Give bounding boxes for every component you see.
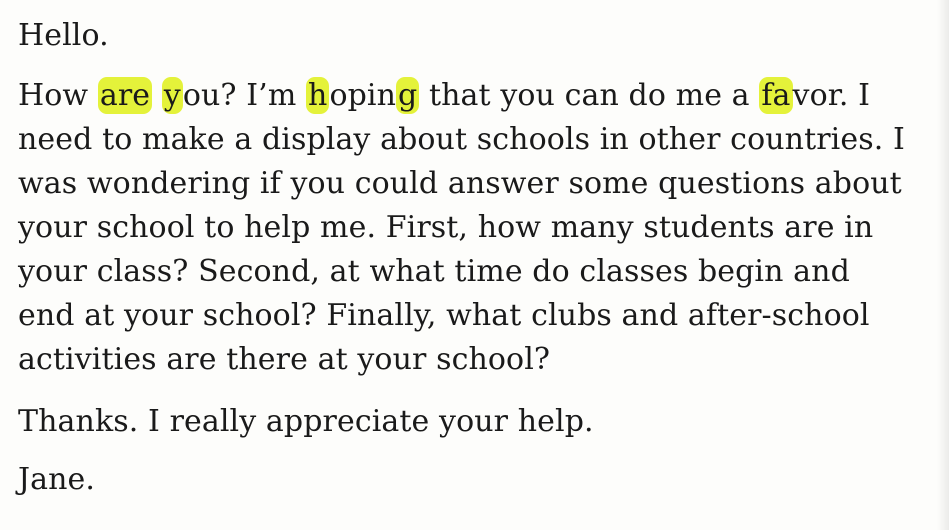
paragraph-thanks xyxy=(18,400,915,444)
main-text-segment-5: that you can do me a xyxy=(419,78,760,113)
highlight-g: g xyxy=(398,78,418,113)
highlight-h: h xyxy=(308,78,328,113)
highlight-are: are xyxy=(99,78,151,113)
paragraph-main xyxy=(18,74,915,382)
main-text-segment-2 xyxy=(152,78,162,113)
highlight-fa: fa xyxy=(761,78,791,113)
paragraph-greeting xyxy=(18,14,915,58)
main-text-segment-3: ou? I’m xyxy=(182,78,307,113)
paragraph-signature xyxy=(18,458,915,502)
main-text-segment-1: How xyxy=(18,78,98,113)
signature-text: Jane. xyxy=(18,462,96,497)
thanks-text: Thanks. I really appreciate your help. xyxy=(18,404,594,439)
greeting-text: Hello. xyxy=(18,18,109,53)
letter-body xyxy=(18,14,915,502)
highlight-y: y xyxy=(163,78,181,113)
main-text-segment-4: opin xyxy=(329,78,397,113)
main-text-segment-6: vor. I need to make a display about schools in other countries. I was wondering if you could answer some questions about your school to help me. First, how many students are in your class? Second, at what time do classes begin and end at your school? Finally, what clubs and after-school activities are there at your school? xyxy=(18,78,905,377)
scan-edge-shadow xyxy=(937,0,949,530)
